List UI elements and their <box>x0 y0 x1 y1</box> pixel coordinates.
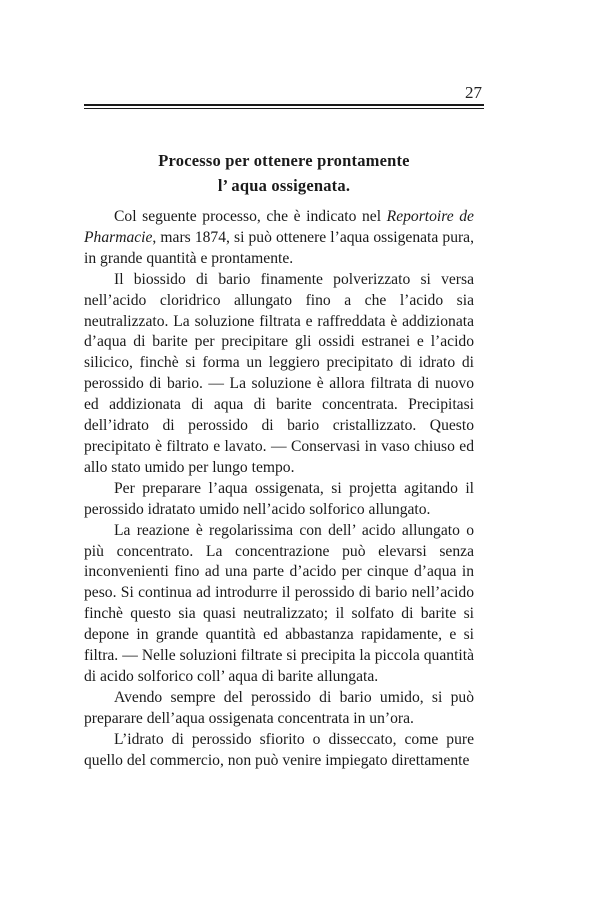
journal-title: Reportoire de Pharmacie <box>84 208 474 246</box>
paragraph-2: Il biossido di bario finamente polverizzato si versa nell’acido cloridrico allungato fino a che l’acido sia neutralizzato. La soluzione filtrata e raffreddata è addizionata d’aqua di barite per precipitare gli ossidi estranei e l’acido silicico, finchè si forma un leggiero precipitato di idrato di perossido di bario. — La soluzione è allora filtrata di nuovo ed addizionata di aqua di barite concentrata. Precipitasi dell’idrato di perossido di bario cristallizzato. Questo precipitato è filtrato e lavato. — Conservasi in vaso chiuso ed allo stato umido per lungo tempo. <box>84 270 474 476</box>
section-title-line-1: Processo per ottenere prontamente <box>158 151 410 170</box>
paragraph-1 <box>84 207 474 270</box>
paragraph-1-end: , mars 1874, si può ottenere l’aqua ossigenata pura, in grande quantità e prontamente. <box>84 228 474 267</box>
paragraph-3: Per preparare l’aqua ossigenata, si projetta agitando il perossido idratato umido nell’acido solforico allungato. <box>84 479 474 518</box>
paragraph-5: Avendo sempre del perossido di bario umido, si può preparare dell’aqua ossigenata concentrata in un’ora. <box>84 688 474 727</box>
paragraph-6: L’idrato di perossido sfiorito o disseccato, come pure quello del commercio, non può venire impiegato direttamente <box>84 730 474 769</box>
header-rule-thick <box>84 104 484 106</box>
section-title <box>84 148 484 198</box>
paragraph-1-start: Col seguente processo, che è indicato nel <box>114 208 387 225</box>
header-rule-thin <box>84 108 484 109</box>
section-title-line-2: l’ aqua ossigenata. <box>217 176 351 195</box>
body-text <box>84 207 474 771</box>
page-number: 27 <box>465 83 482 102</box>
paragraph-4: La reazione è regolarissima con dell’ acido allungato o più concentrato. La concentrazione può elevarsi senza inconvenienti fino ad una parte d’acido per cinque d’aqua in peso. Si continua ad introdurre il perossido di bario nell’acido finchè questo sia quasi neutralizzato; il solfato di barite si depone in grande quantità ed abbastanza rapidamente, e si filtra. — Nelle soluzioni filtrate si precipita la piccola quantità di acido solforico coll’ aqua di barite allungata. <box>84 521 474 685</box>
